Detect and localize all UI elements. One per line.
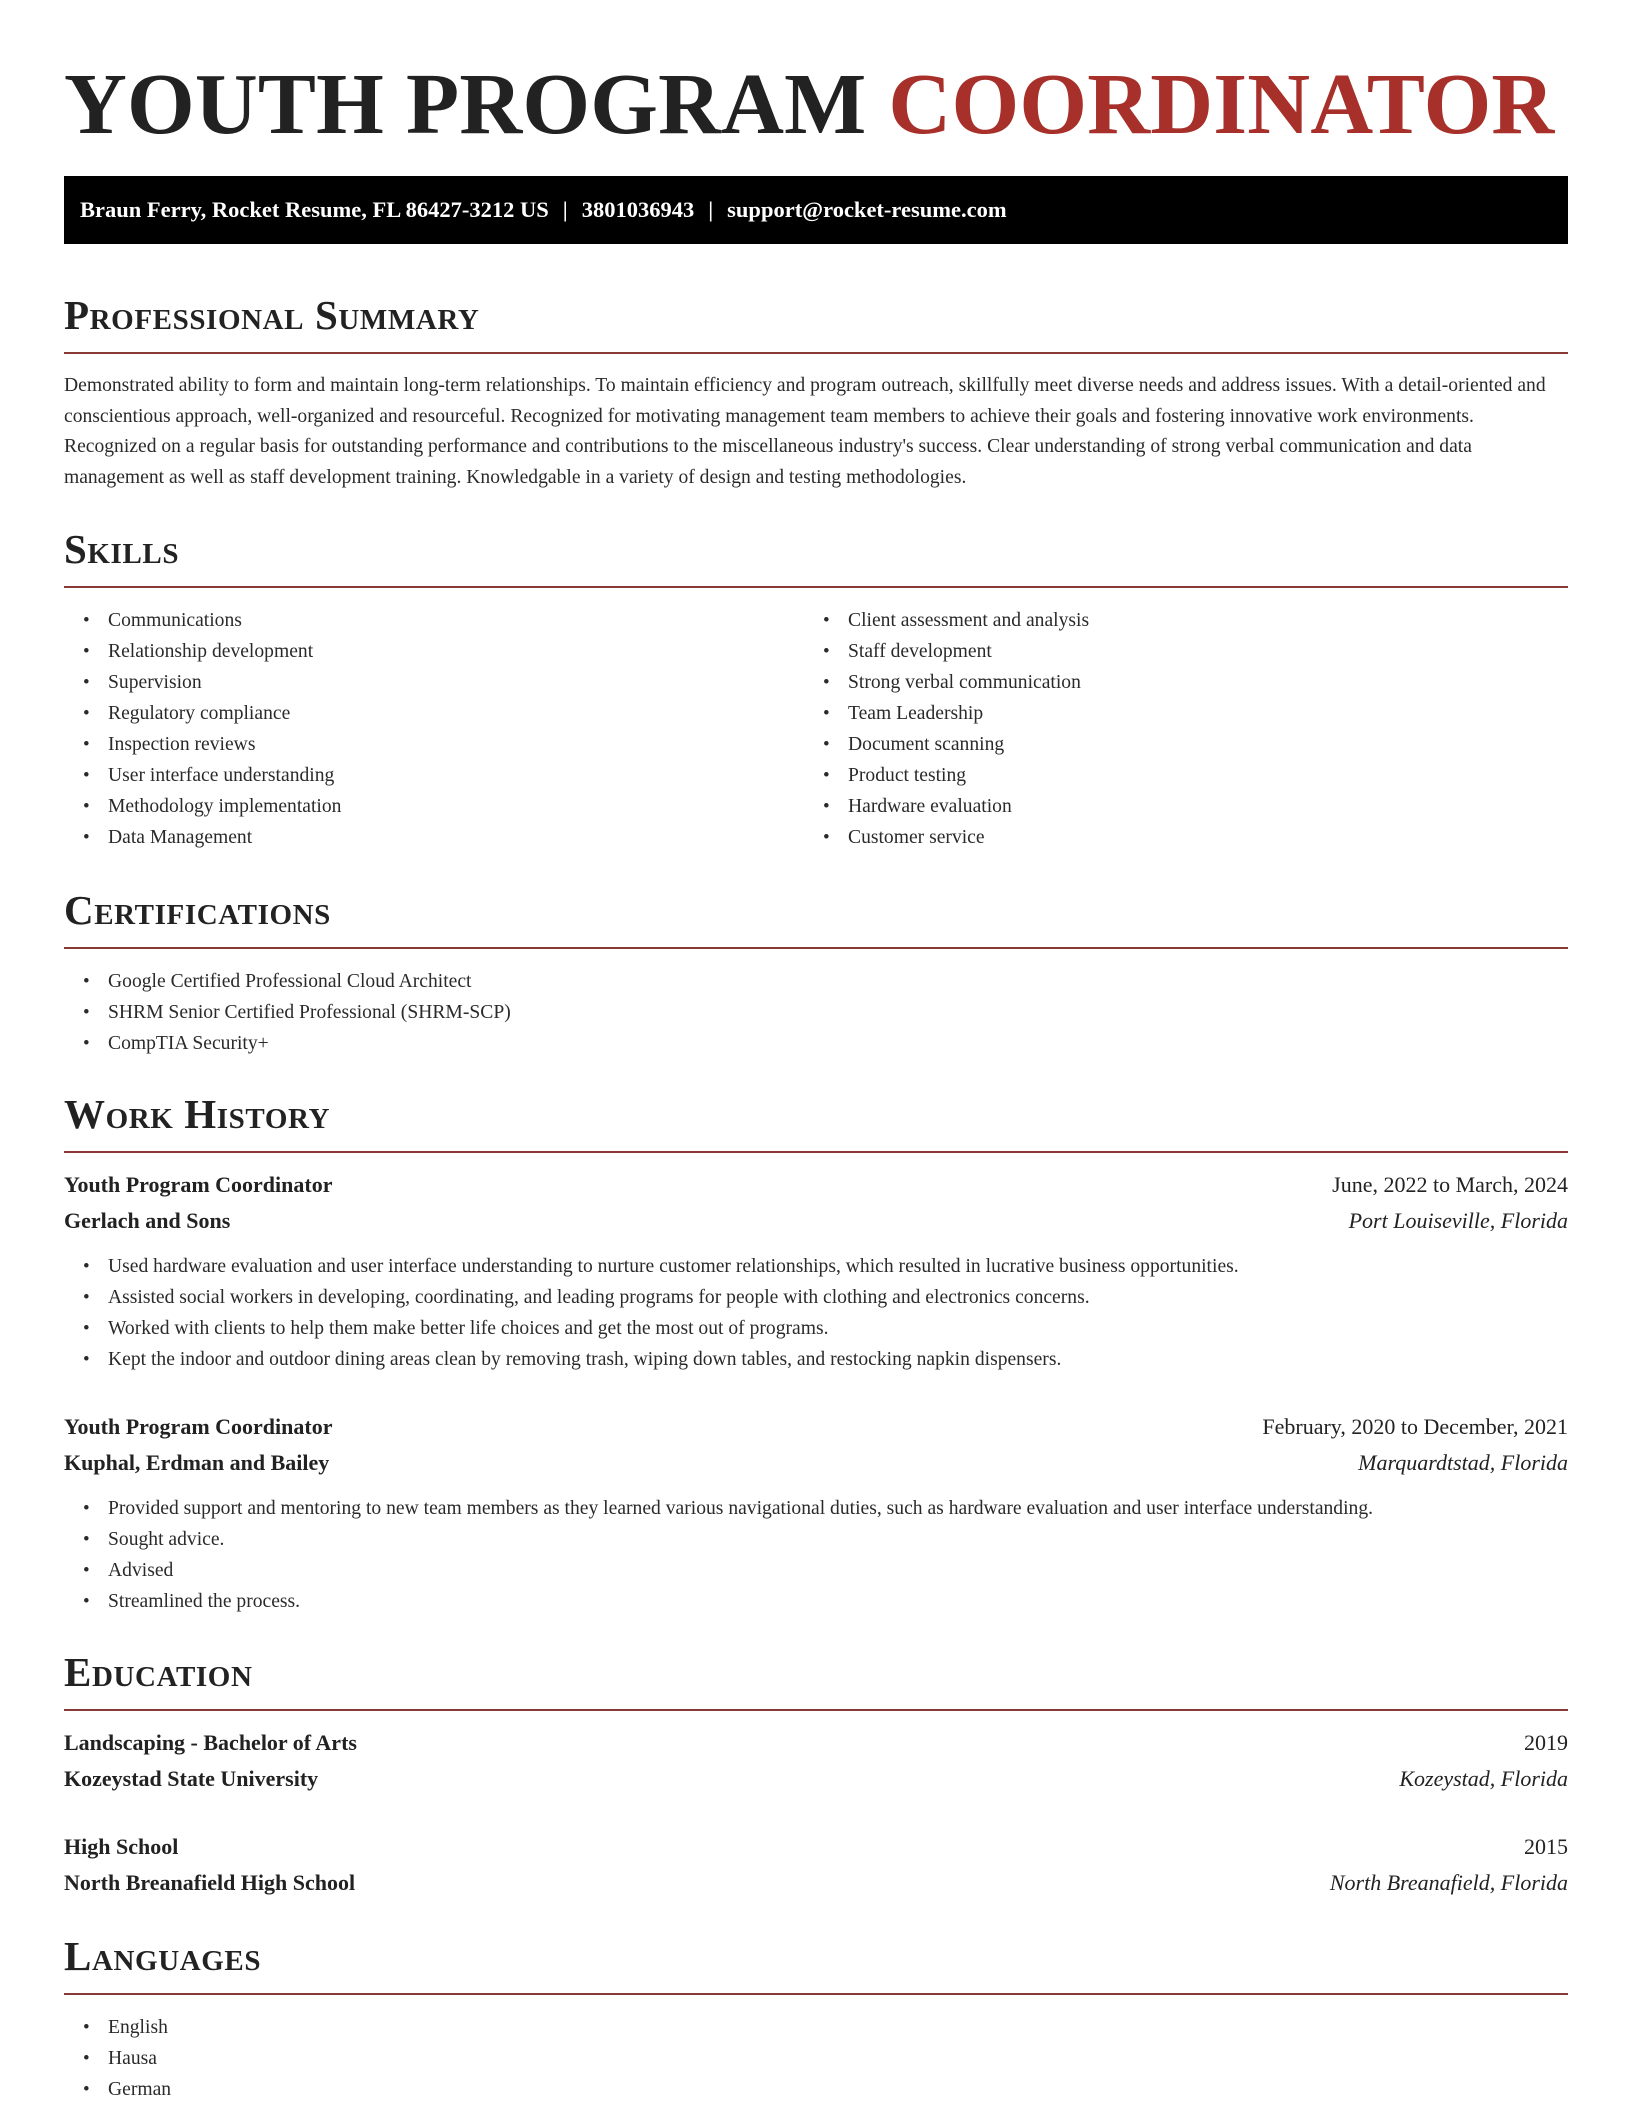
- skill-item: • Hardware evaluation: [804, 791, 1544, 822]
- bullet-icon: •: [83, 970, 90, 992]
- languages-heading: Languages: [64, 1932, 262, 1979]
- skill-item: • Relationship development: [64, 636, 804, 667]
- languages-section: [64, 1931, 1568, 2105]
- bullet-icon: •: [823, 826, 830, 848]
- bullet-icon: •: [83, 826, 90, 848]
- skill-item: • Strong verbal communication: [804, 667, 1544, 698]
- job-duty: • Advised: [64, 1555, 1568, 1586]
- job-company-row: [64, 1445, 1568, 1481]
- resume-page: [64, 0, 1568, 2105]
- certifications-list: [64, 966, 1568, 1059]
- bullet-icon: •: [83, 1286, 90, 1308]
- education-heading: Education: [64, 1648, 253, 1695]
- bullet-icon: •: [83, 640, 90, 662]
- education-school: North Breanafield High School: [64, 1869, 356, 1895]
- job-title: Youth Program Coordinator: [64, 1171, 333, 1197]
- certification-item: • SHRM Senior Certified Professional (SHRM-SCP): [64, 997, 1568, 1028]
- skill-item: • Regulatory compliance: [64, 698, 804, 729]
- bullet-icon: •: [83, 1317, 90, 1339]
- job-duty: • Worked with clients to help them make better life choices and get the most out of programs.: [64, 1313, 1568, 1344]
- bullet-icon: •: [83, 1348, 90, 1370]
- job-location: Marquardtstad, Florida: [1358, 1449, 1568, 1475]
- certification-item: • Google Certified Professional Cloud Architect: [64, 966, 1568, 997]
- bullet-icon: •: [83, 1528, 90, 1550]
- education-header-row: [64, 1725, 1568, 1761]
- job-company: Kuphal, Erdman and Bailey: [64, 1449, 330, 1475]
- job-duty: • Assisted social workers in developing, coordinating, and leading programs for people with clothing and electronics concerns.: [64, 1282, 1568, 1313]
- job-duty: • Sought advice.: [64, 1524, 1568, 1555]
- bullet-icon: •: [823, 671, 830, 693]
- bullet-icon: •: [83, 671, 90, 693]
- bullet-icon: •: [83, 2047, 90, 2069]
- title-first: YOUTH PROGRAM: [64, 55, 867, 152]
- education-entry: [64, 1725, 1568, 1797]
- summary-text: Demonstrated ability to form and maintain long-term relationships. To maintain efficiency and program outreach, skillfully meet diverse needs and address issues. With a detail-oriented and conscientious approach, well-organized and resourceful. Recognized for motivating management team members to achieve their goals and fostering innovative work environments. Recognized on a regular basis for outstanding performance and contributions to the miscellaneous industry's success. Clear understanding of strong verbal communication and data management as well as staff development training. Knowledgable in a variety of design and testing methodologies.: [64, 375, 1546, 489]
- language-item: • English: [64, 2012, 1568, 2043]
- bullet-icon: •: [83, 1001, 90, 1023]
- summary-section: [64, 290, 1568, 494]
- skill-item: • Team Leadership: [804, 698, 1544, 729]
- bullet-icon: •: [83, 2016, 90, 2038]
- education-entry: [64, 1829, 1568, 1901]
- certifications-heading: Certifications: [64, 886, 331, 933]
- skill-item: • Customer service: [804, 822, 1544, 853]
- education-degree: Landscaping - Bachelor of Arts: [64, 1729, 357, 1755]
- bullet-icon: •: [823, 640, 830, 662]
- job-duty: • Provided support and mentoring to new team members as they learned various navigational duties, such as hardware evaluation and user interface understanding.: [64, 1493, 1568, 1524]
- education-degree: High School: [64, 1833, 179, 1859]
- skills-list-right: [804, 605, 1544, 853]
- language-item: • Hausa: [64, 2043, 1568, 2074]
- job-duties: [64, 1493, 1568, 1617]
- education-header-row: [64, 1829, 1568, 1865]
- bullet-icon: •: [823, 702, 830, 724]
- skill-item: • Product testing: [804, 760, 1544, 791]
- job-dates: February, 2020 to December, 2021: [1262, 1413, 1568, 1439]
- education-school: Kozeystad State University: [64, 1765, 319, 1791]
- certifications-section: [64, 885, 1568, 1059]
- summary-heading: Professional Summary: [64, 292, 480, 338]
- bullet-icon: •: [83, 1032, 90, 1054]
- job-duty: • Used hardware evaluation and user interface understanding to nurture customer relationships, which resulted in lucrative business opportunities.: [64, 1251, 1568, 1282]
- resume-title: [64, 0, 1568, 176]
- contact-separator: |: [562, 197, 568, 222]
- section-divider: [64, 1993, 1568, 1995]
- contact-email[interactable]: support@rocket-resume.com: [727, 197, 1007, 222]
- skills-heading: Skills: [64, 525, 180, 572]
- job-header-row: [64, 1409, 1568, 1445]
- job-entry: [64, 1167, 1568, 1375]
- education-location: North Breanafield, Florida: [1329, 1869, 1568, 1895]
- contact-phone: 3801036943: [581, 197, 695, 222]
- bullet-icon: •: [83, 1590, 90, 1612]
- bullet-icon: •: [83, 795, 90, 817]
- job-entry: [64, 1409, 1568, 1617]
- section-divider: [64, 1151, 1568, 1153]
- title-last: COORDINATOR: [888, 55, 1555, 152]
- education-school-row: [64, 1761, 1568, 1797]
- skill-item: • Document scanning: [804, 729, 1544, 760]
- education-school-row: [64, 1865, 1568, 1901]
- contact-bar: [64, 176, 1568, 244]
- skill-item: • Supervision: [64, 667, 804, 698]
- job-dates: June, 2022 to March, 2024: [1332, 1171, 1568, 1197]
- contact-separator: |: [708, 197, 714, 222]
- work-history-section: [64, 1089, 1568, 1617]
- section-divider: [64, 947, 1568, 949]
- education-year: 2015: [1524, 1833, 1568, 1859]
- work-history-heading: Work History: [64, 1090, 331, 1137]
- skill-item: • Communications: [64, 605, 804, 636]
- bullet-icon: •: [83, 2078, 90, 2100]
- job-duties: [64, 1251, 1568, 1375]
- job-location: Port Louiseville, Florida: [1348, 1207, 1568, 1233]
- education-location: Kozeystad, Florida: [1399, 1765, 1568, 1791]
- job-company-row: [64, 1203, 1568, 1239]
- skills-list-left: [64, 605, 804, 853]
- skill-item: • Methodology implementation: [64, 791, 804, 822]
- education-section: [64, 1647, 1568, 1901]
- bullet-icon: •: [83, 1255, 90, 1277]
- language-item: • German: [64, 2074, 1568, 2105]
- bullet-icon: •: [83, 764, 90, 786]
- skill-item: • Inspection reviews: [64, 729, 804, 760]
- section-divider: [64, 352, 1568, 354]
- education-year: 2019: [1524, 1729, 1568, 1755]
- bullet-icon: •: [823, 609, 830, 631]
- bullet-icon: •: [823, 733, 830, 755]
- skill-item: • User interface understanding: [64, 760, 804, 791]
- skills-columns: [64, 605, 1568, 853]
- job-company: Gerlach and Sons: [64, 1207, 231, 1233]
- section-divider: [64, 586, 1568, 588]
- job-title: Youth Program Coordinator: [64, 1413, 333, 1439]
- languages-list: [64, 2012, 1568, 2105]
- section-divider: [64, 1709, 1568, 1711]
- bullet-icon: •: [823, 764, 830, 786]
- bullet-icon: •: [83, 1497, 90, 1519]
- contact-address: Braun Ferry, Rocket Resume, FL 86427-3212 US: [80, 197, 549, 222]
- skill-item: • Staff development: [804, 636, 1544, 667]
- job-duty: • Streamlined the process.: [64, 1586, 1568, 1617]
- bullet-icon: •: [823, 795, 830, 817]
- bullet-icon: •: [83, 609, 90, 631]
- skills-section: [64, 524, 1568, 853]
- skill-item: • Client assessment and analysis: [804, 605, 1544, 636]
- bullet-icon: •: [83, 733, 90, 755]
- certification-item: • CompTIA Security+: [64, 1028, 1568, 1059]
- skill-item: • Data Management: [64, 822, 804, 853]
- job-header-row: [64, 1167, 1568, 1203]
- job-duty: • Kept the indoor and outdoor dining areas clean by removing trash, wiping down tables, and restocking napkin dispensers.: [64, 1344, 1568, 1375]
- bullet-icon: •: [83, 1559, 90, 1581]
- bullet-icon: •: [83, 702, 90, 724]
